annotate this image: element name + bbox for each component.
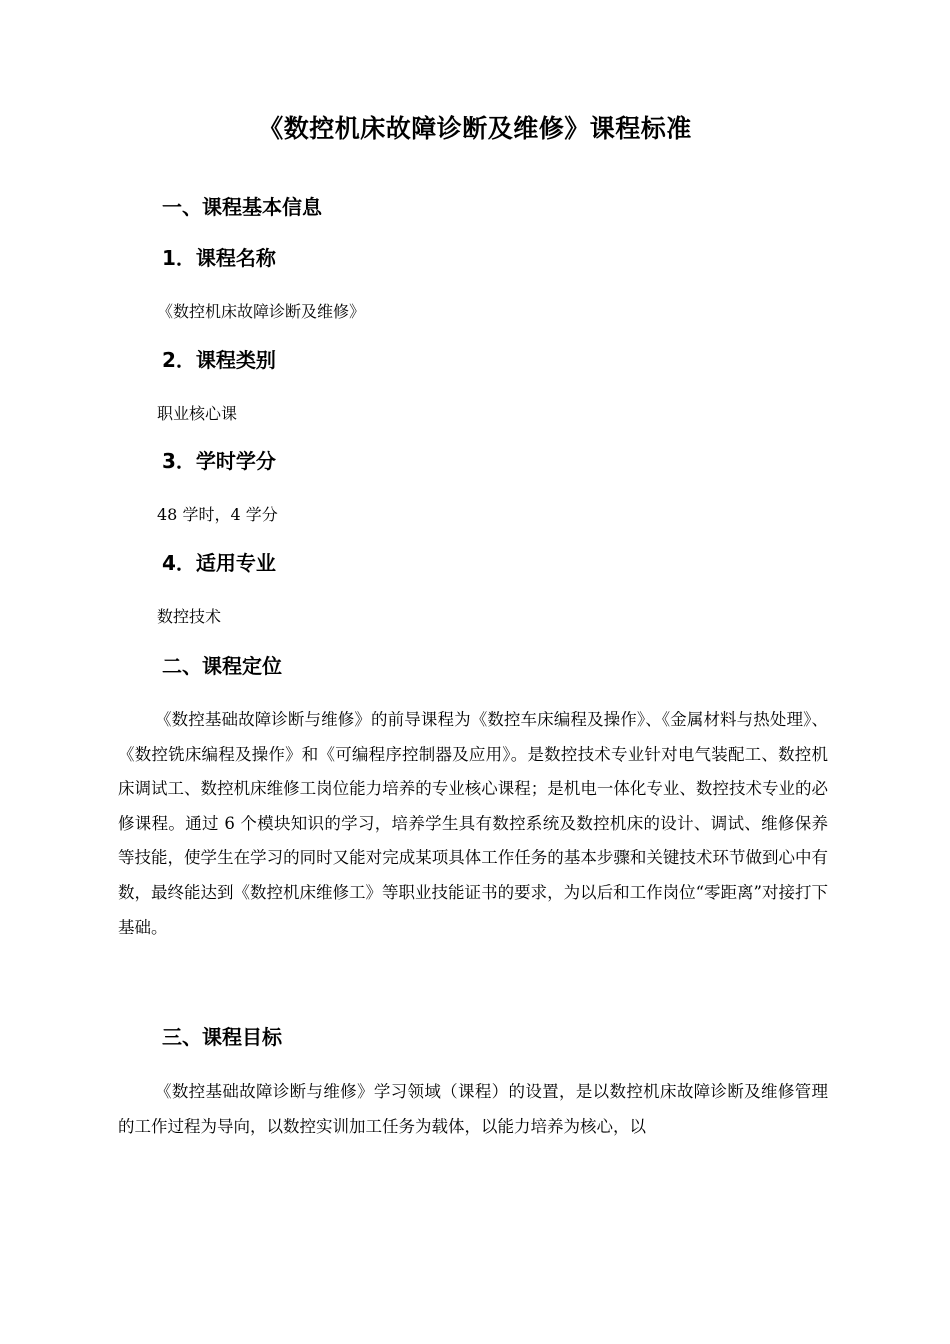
value-hours-credits: 48 学时，4 学分 (157, 505, 278, 524)
paragraph-course-objectives: 《数控基础故障诊断与维修》学习领域（课程）的设置，是以数控机床故障诊断及维修管理的工作过程为导向，以数控实训加工任务为载体，以能力培养为核心，以 (118, 1082, 828, 1136)
value-course-name: 《数控机床故障诊断及维修》 (157, 302, 366, 321)
subheading-course-name: 1．课程名称 (162, 246, 276, 270)
section-heading-course-positioning: 二、课程定位 (162, 654, 282, 678)
subheading-hours-credits: 3．学时学分 (162, 449, 276, 473)
value-applicable-major: 数控技术 (157, 607, 222, 626)
subheading-course-category: 2．课程类别 (162, 348, 276, 372)
subheading-applicable-major: 4．适用专业 (162, 551, 276, 575)
section-heading-basic-info: 一、课程基本信息 (162, 195, 322, 219)
section-heading-course-objectives: 三、课程目标 (162, 1025, 282, 1049)
document-title: 《数控机床故障诊断及维修》课程标准 (258, 114, 692, 143)
paragraph-course-positioning: 《数控基础故障诊断与维修》的前导课程为《数控车床编程及操作》、《金属材料与热处理》、《数控铣床编程及操作》和《可编程序控制器及应用》。是数控技术专业针对电气装配工、数控机床调试工、数控机床维修工岗位能力培养的专业核心课程；是机电一体化专业、数控技术专业的必修课程。通过 6 个模块知识的学习，培养学生具有数控系统及数控机床的设计、调试、维修保养等技能，使学生在学习的同时又能对完成某项具体工作任务的基本步骤和关键技术环节做到心中有数，最终能达到《数控机床维修工》等职业技能证书的要求，为以后和工作岗位“零距离”对接打下基础。 (118, 710, 828, 937)
value-course-category: 职业核心课 (157, 404, 238, 423)
